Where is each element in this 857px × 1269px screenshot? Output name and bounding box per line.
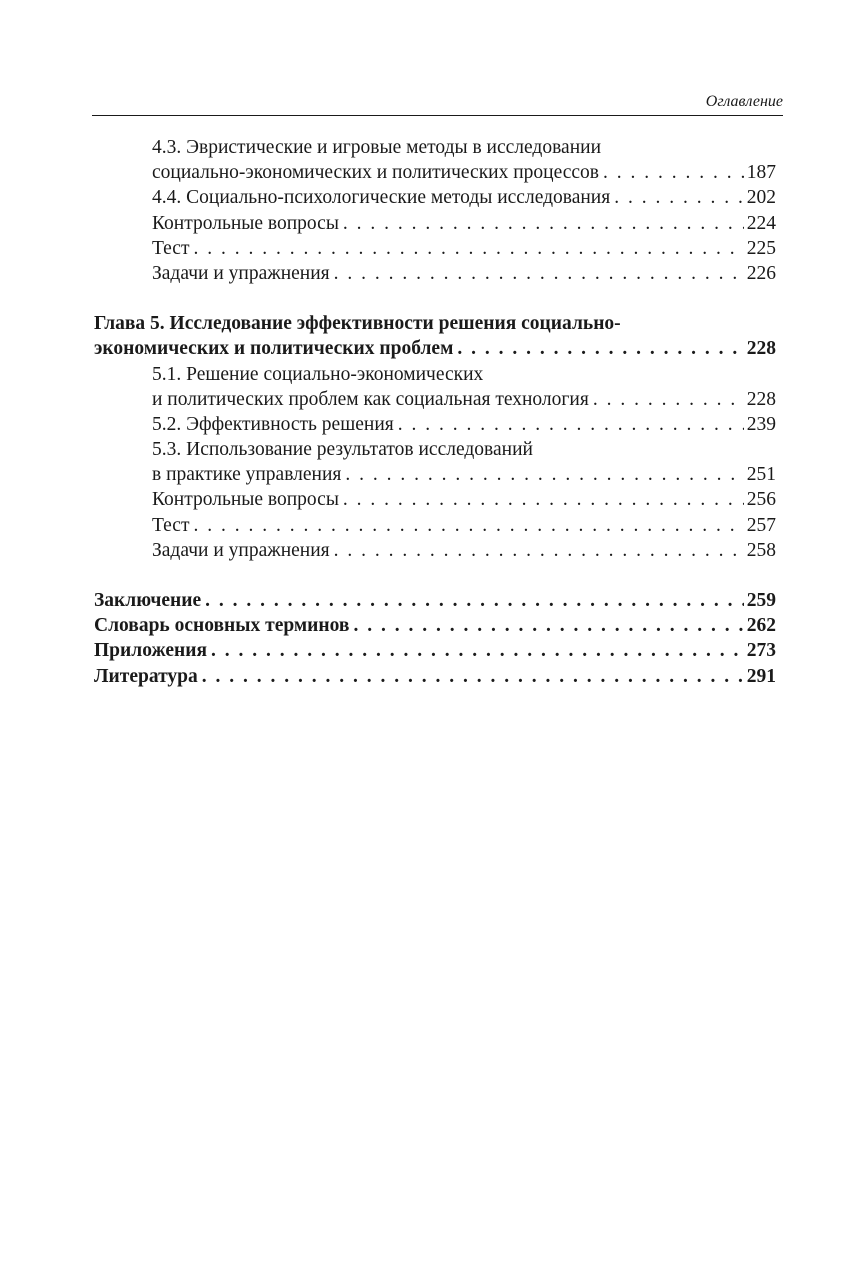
toc-entry-label: Приложения [94,640,208,662]
toc-entry-label: в практике управления [152,464,342,486]
dot-leader [341,462,744,487]
toc-entry-label: Тест [152,514,190,536]
page-number: 291 [746,665,776,687]
toc-entry-tasks-4[interactable] [94,261,776,286]
toc-entry-label: 5.2. Эффективность решения [152,413,394,435]
dot-leader [339,211,744,236]
toc-entry-4-3[interactable] [94,135,776,160]
dot-leader [330,538,744,563]
page-number: 228 [746,388,776,410]
page-number: 239 [746,413,776,435]
toc-conclusion[interactable] [94,588,776,613]
page-number: 262 [746,615,776,637]
toc-entry-label: 5.1. Решение социально-экономических [152,363,484,385]
toc-entry-label: 5.3. Использование результатов исследований [152,439,533,461]
toc-appendices[interactable] [94,638,776,663]
toc-entry-tasks-5[interactable] [94,538,776,563]
toc-entry-5-1-cont[interactable] [94,387,776,412]
toc-entry-5-3-cont[interactable] [94,462,776,487]
running-head: Оглавление [92,91,783,116]
toc-entry-label: 4.4. Социально-психологические методы исследования [152,187,611,209]
toc-glossary[interactable] [94,613,776,638]
section-gap [94,286,776,311]
dot-leader [453,336,744,361]
toc-entry-label: 4.3. Эвристические и игровые методы в исследовании [152,137,602,158]
dot-leader [330,261,744,286]
page-number: 225 [746,237,776,259]
chapter-title: экономических и политических проблем [94,338,454,360]
toc-entry-test-4[interactable] [94,236,776,261]
dot-leader [610,185,744,210]
toc-entry-5-1[interactable] [94,362,776,387]
toc-entry-label: Литература [94,665,198,687]
toc-entry-4-4[interactable] [94,185,776,210]
toc-entry-label: социально-экономических и политических процессов [152,162,600,184]
page-number: 257 [746,514,776,536]
dot-leader [190,236,745,261]
page-number: 259 [746,590,776,611]
toc-entry-label: и политических проблем как социальная технология [152,388,589,410]
toc-entry-label: Контрольные вопросы [152,212,339,234]
page-number: 258 [746,539,776,561]
dot-leader [190,513,745,538]
dot-leader [207,638,744,663]
toc-entry-5-3[interactable] [94,437,776,462]
toc-literature[interactable] [94,664,776,689]
dot-leader [201,588,744,613]
toc-chapter-5[interactable] [94,311,776,336]
page-number: 228 [746,338,776,360]
toc-entry-label: Контрольные вопросы [152,489,339,511]
page-number: 187 [746,162,776,184]
toc-entry-label: Задачи и упражнения [152,539,330,561]
dot-leader [589,387,744,412]
toc-entry-label: Тест [152,237,190,259]
toc-entry-questions-4[interactable] [94,211,776,236]
toc-entry-label: Заключение [94,590,202,611]
dot-leader [349,613,744,638]
page-number: 256 [746,489,776,511]
toc-entry-questions-5[interactable] [94,487,776,512]
table-of-contents [94,135,776,689]
toc-entry-4-3-cont[interactable] [94,160,776,185]
dot-leader [198,664,744,689]
toc-chapter-5-cont[interactable] [94,336,776,361]
dot-leader [394,412,744,437]
page-number: 251 [746,464,776,486]
toc-entry-label: Словарь основных терминов [94,615,350,637]
page-number: 202 [746,187,776,209]
toc-entry-test-5[interactable] [94,513,776,538]
dot-leader [599,160,744,185]
page-number: 273 [746,640,776,662]
page-number: 224 [746,212,776,234]
dot-leader [339,487,744,512]
toc-entry-label: Задачи и упражнения [152,262,330,284]
section-gap [94,563,776,588]
page-number: 226 [746,262,776,284]
chapter-title: Глава 5. Исследование эффективности решения социально- [94,313,621,335]
toc-entry-5-2[interactable] [94,412,776,437]
